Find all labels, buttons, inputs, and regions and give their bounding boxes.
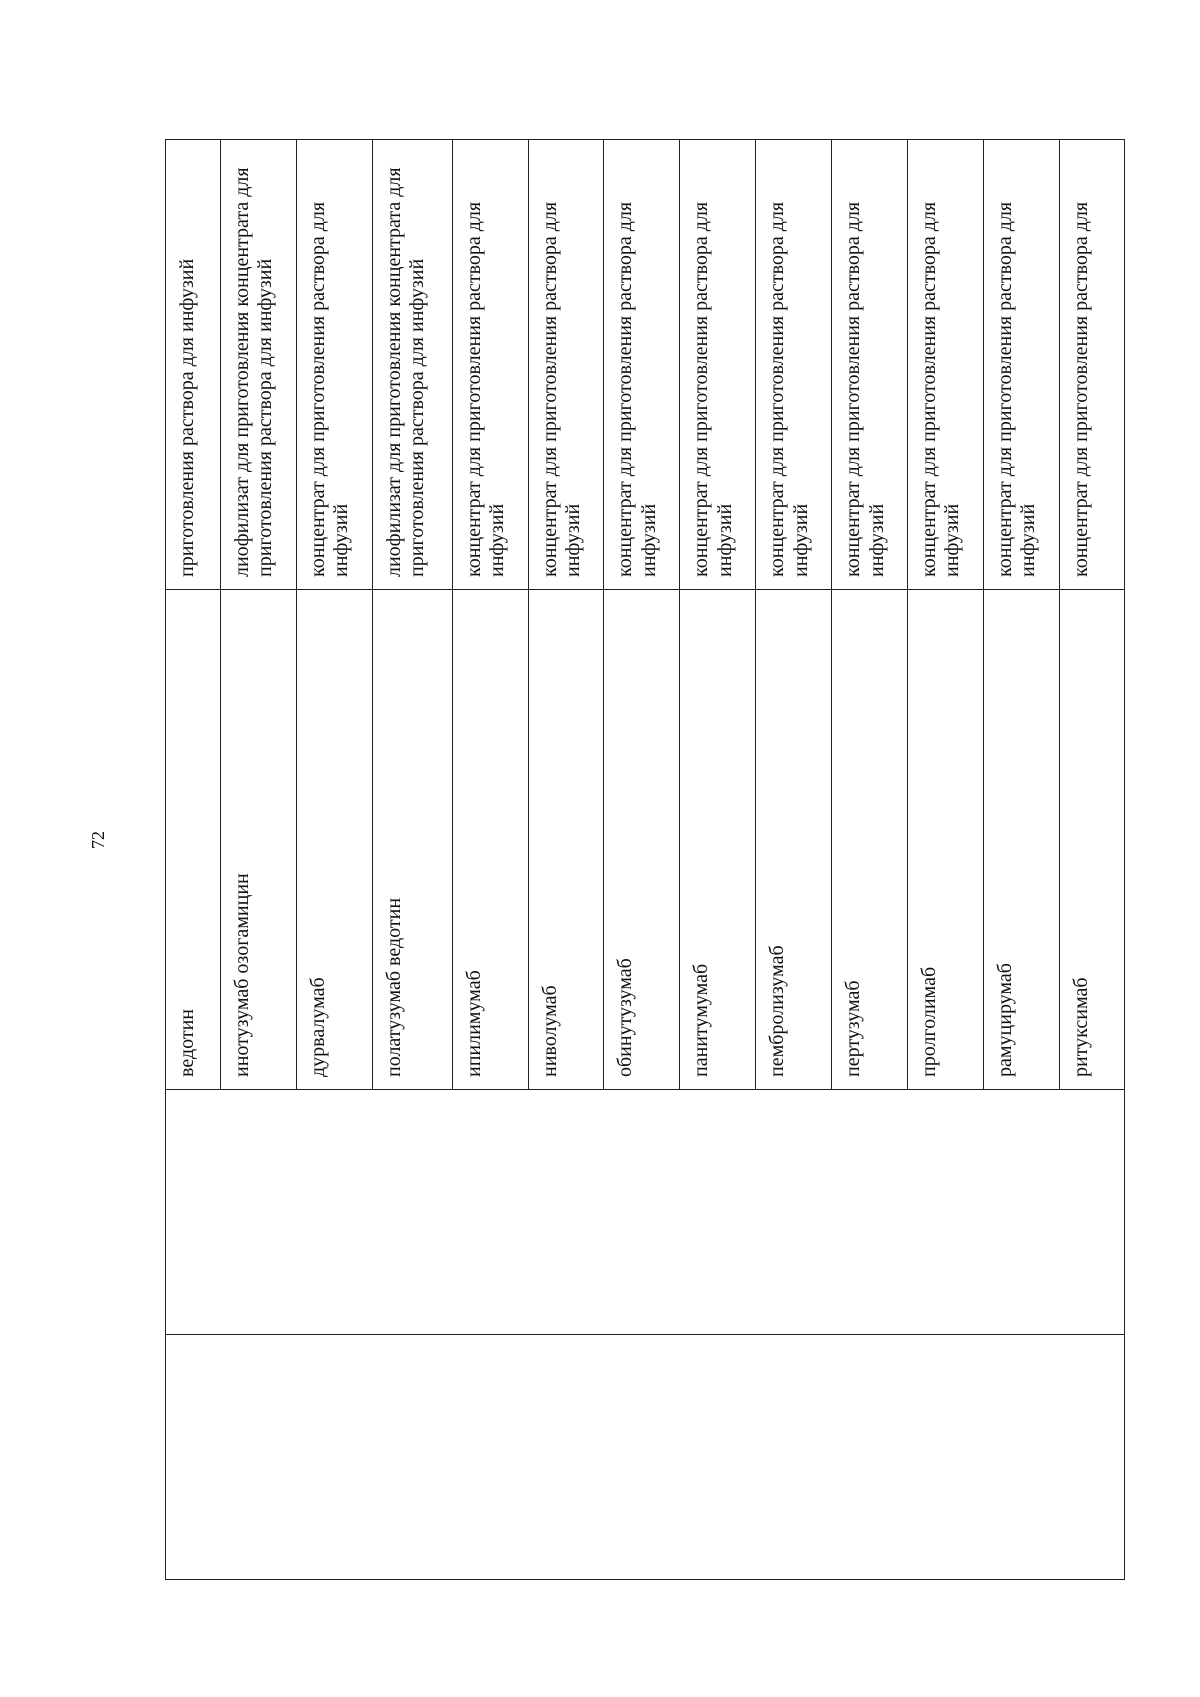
table-body <box>166 140 1125 1580</box>
dosage-form: концентрат для приготовления раствора для инфузий <box>766 201 812 577</box>
dosage-form: концентрат для приготовления раствора для инфузий <box>306 201 353 577</box>
dosage-form: концентрат для приготовления раствора для инфузий <box>614 201 660 577</box>
drug-name: инотузумаб озогамицин <box>230 873 253 1077</box>
dosage-form: концентрат для приготовления раствора для инфузий <box>917 201 964 577</box>
drug-name-cell <box>604 590 680 1090</box>
drug-name: ритуксимаб <box>1069 977 1092 1077</box>
dosage-form-cell <box>907 140 983 590</box>
dosage-form: приготовления раствора для инфузий <box>176 258 198 577</box>
drug-name: обинутузумаб <box>614 958 637 1077</box>
dosage-form-cell <box>832 140 908 590</box>
drug-name: ипилимумаб <box>462 970 485 1077</box>
dosage-form: концентрат для приготовления раствора для инфузий <box>462 201 509 577</box>
dosage-form-cell <box>1059 140 1124 590</box>
table-row <box>166 140 221 1580</box>
dosage-form-cell <box>680 140 756 590</box>
drug-name: пролголимаб <box>917 966 940 1077</box>
drug-name-cell <box>372 590 452 1090</box>
dosage-form: концентрат для приготовления раствора для инфузий <box>993 201 1040 577</box>
page-number: 72 <box>88 831 108 849</box>
drug-name: дурвалумаб <box>306 977 329 1077</box>
dosage-form-cell <box>296 140 372 590</box>
drug-name: ведотин <box>176 1009 198 1077</box>
drug-name: рамуцирумаб <box>993 963 1016 1077</box>
dosage-form-cell <box>528 140 604 590</box>
drug-name: ниволумаб <box>538 985 561 1077</box>
group-name-cell <box>166 1090 1125 1335</box>
dosage-form-cell <box>372 140 452 590</box>
drug-name-cell <box>832 590 908 1090</box>
group-code-cell <box>166 1335 1125 1580</box>
dosage-form-cell <box>220 140 296 590</box>
dosage-form: лиофилизат для приготовления концентрата для приготовления раствора для инфузий <box>382 167 429 577</box>
dosage-form: лиофилизат для приготовления концентрата для приготовления раствора для инфузий <box>230 167 277 577</box>
dosage-form-cell <box>983 140 1059 590</box>
drug-name-cell <box>452 590 528 1090</box>
dosage-form: концентрат для приготовления раствора для инфузий <box>538 201 585 577</box>
dosage-form-cell <box>166 140 221 590</box>
landscape-table-wrapper <box>165 140 1125 1580</box>
drug-name: пертузумаб <box>842 980 864 1077</box>
dosage-form: концентрат для приготовления раствора для инфузий <box>842 201 888 577</box>
dosage-form-cell <box>756 140 832 590</box>
drug-name-cell <box>166 590 221 1090</box>
document-table-frame <box>165 140 1125 1580</box>
drug-name: пембролизумаб <box>766 945 789 1077</box>
drug-name-cell <box>680 590 756 1090</box>
dosage-form-cell <box>452 140 528 590</box>
drug-name-cell <box>907 590 983 1090</box>
drug-table <box>165 139 1125 1580</box>
dosage-form-cell <box>604 140 680 590</box>
drug-name-cell <box>756 590 832 1090</box>
drug-name: панитумумаб <box>690 963 713 1077</box>
drug-name-cell <box>528 590 604 1090</box>
dosage-form: концентрат для приготовления раствора для инфузий <box>690 201 736 577</box>
dosage-form: концентрат для приготовления раствора для <box>1069 201 1092 577</box>
drug-name: полатузумаб ведотин <box>382 897 405 1077</box>
drug-name-cell <box>220 590 296 1090</box>
drug-name-cell <box>983 590 1059 1090</box>
drug-name-cell <box>1059 590 1124 1090</box>
drug-name-cell <box>296 590 372 1090</box>
